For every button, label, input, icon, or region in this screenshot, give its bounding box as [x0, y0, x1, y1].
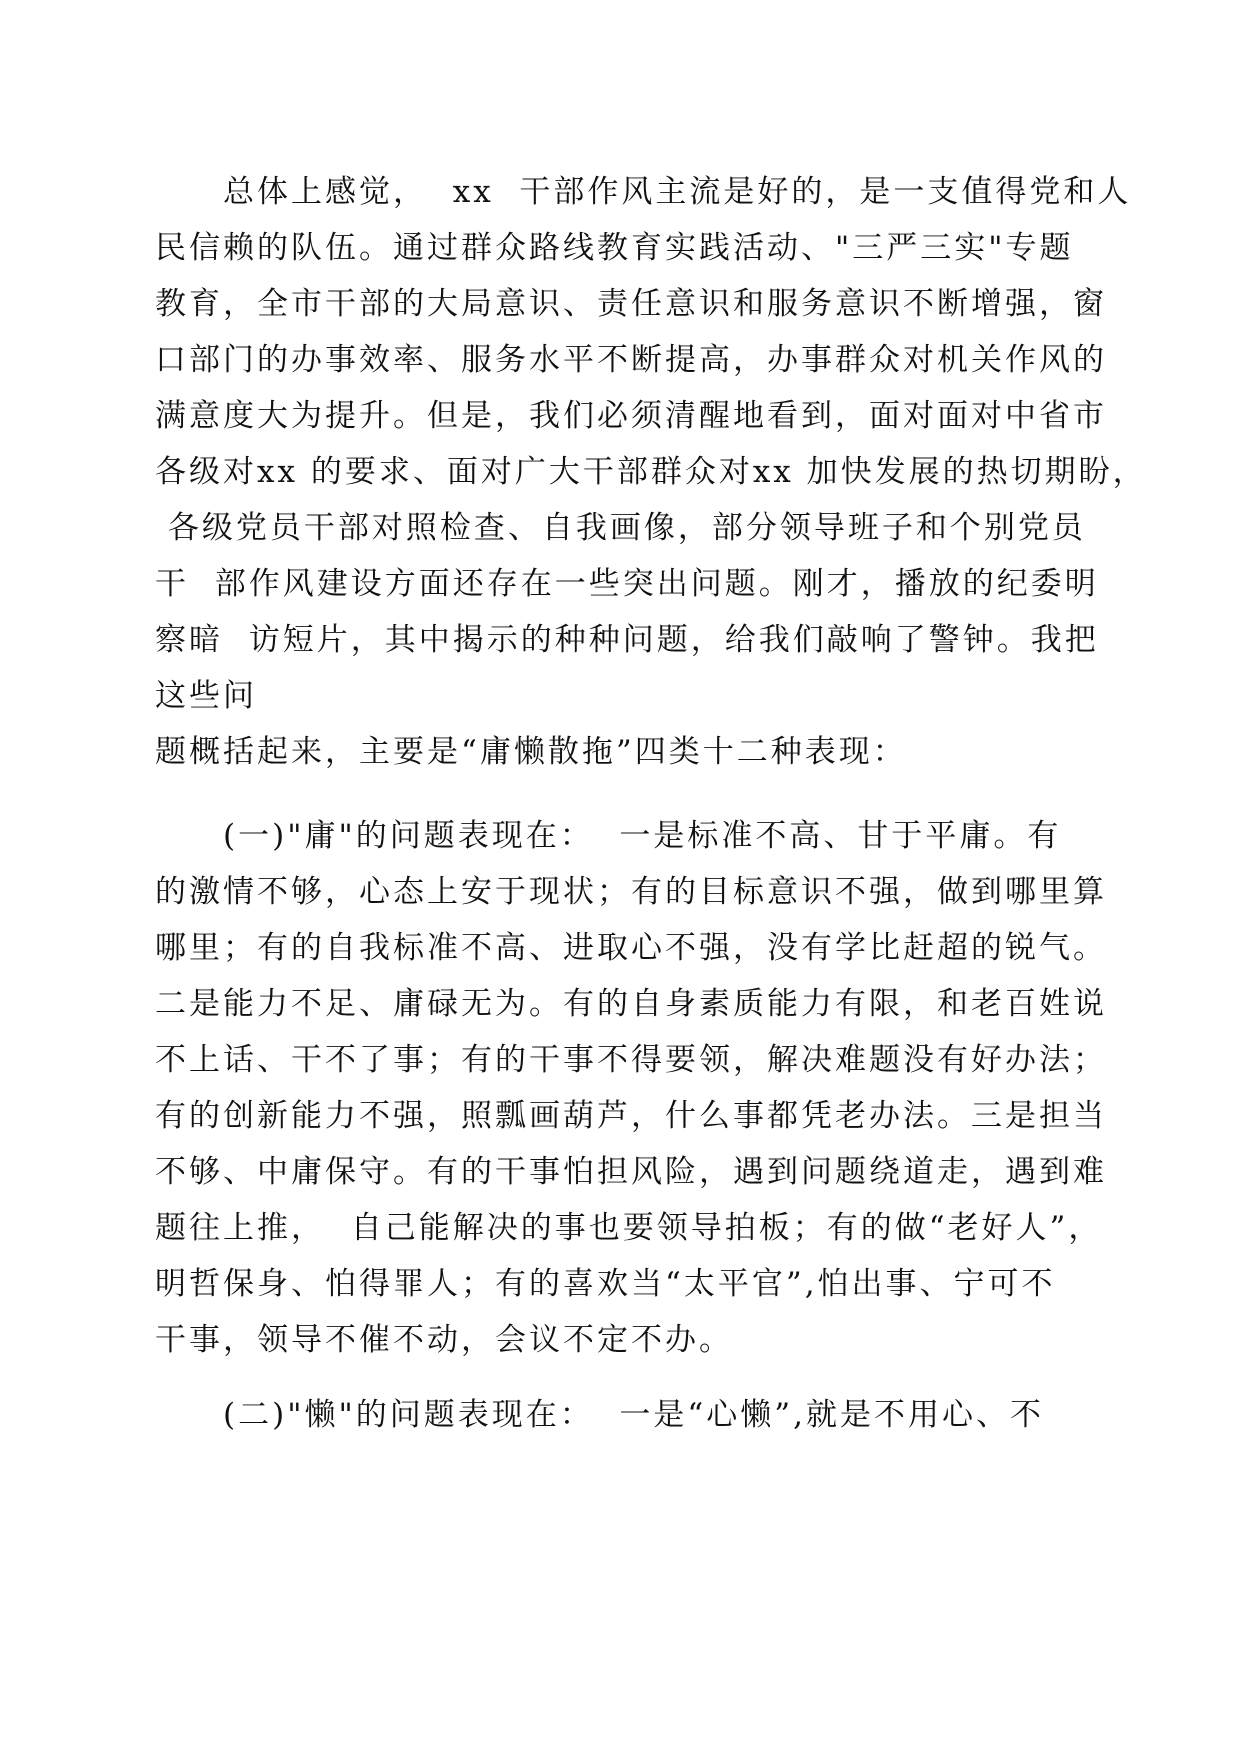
- text-line: 这些问: [155, 678, 257, 714]
- text-line: 题往上推， 自己能解决的事也要领导拍板；有的做“老好人”，: [155, 1210, 1103, 1246]
- text-line: 干事，领导不催不动，会议不定不办。: [155, 1322, 733, 1358]
- text-line: 教育，全市干部的大局意识、责任意识和服务意识不断增强，窗: [155, 286, 1107, 322]
- document-body-section-1: [155, 808, 1107, 1368]
- text-line: 二是能力不足、庸碌无为。有的自身素质能力有限，和老百姓说: [155, 986, 1107, 1022]
- text-line: 不够、中庸保守。有的干事怕担风险，遇到问题绕道走，遇到难: [155, 1154, 1107, 1190]
- text-line: 哪里；有的自我标准不高、进取心不强，没有学比赶超的锐气。: [155, 930, 1107, 966]
- text-line: 各级党员干部对照检查、自我画像，部分领导班子和个别党员: [155, 510, 1086, 546]
- document-body: [155, 164, 1147, 780]
- text-line: 有的创新能力不强，照瓢画葫芦，什么事都凭老办法。三是担当: [155, 1098, 1107, 1134]
- text-line: 干 部作风建设方面还存在一些突出问题。刚才，播放的纪委明: [155, 566, 1099, 602]
- text-line: 口部门的办事效率、服务水平不断提高，办事群众对机关作风的: [155, 342, 1107, 378]
- text-line: 各级对xx 的要求、面对广大干部群众对xx 加快发展的热切期盼，: [155, 454, 1147, 490]
- text-line: (二)"懒"的问题表现在： 一是“心懒”,就是不用心、不: [155, 1397, 1044, 1433]
- text-line: 明哲保身、怕得罪人；有的喜欢当“太平官”,怕出事、宁可不: [155, 1266, 1056, 1302]
- text-line: 的激情不够，心态上安于现状；有的目标意识不强，做到哪里算: [155, 874, 1107, 910]
- text-line: 察暗 访短片，其中揭示的种种问题，给我们敲响了警钟。我把: [155, 622, 1099, 658]
- text-line: 民信赖的队伍。通过群众路线教育实践活动、"三严三实"专题: [155, 230, 1074, 266]
- text-line: 总体上感觉， xx 干部作风主流是好的，是一支值得党和人: [155, 174, 1132, 210]
- text-line: 不上话、干不了事；有的干事不得要领，解决难题没有好办法；: [155, 1042, 1107, 1078]
- text-line: (一)"庸"的问题表现在： 一是标准不高、甘于平庸。有: [155, 818, 1062, 854]
- document-body-section-2: [155, 1387, 1095, 1443]
- text-line: 满意度大为提升。但是，我们必须清醒地看到，面对面对中省市: [155, 398, 1107, 434]
- text-line: 题概括起来，主要是“庸懒散拖”四类十二种表现：: [155, 734, 907, 770]
